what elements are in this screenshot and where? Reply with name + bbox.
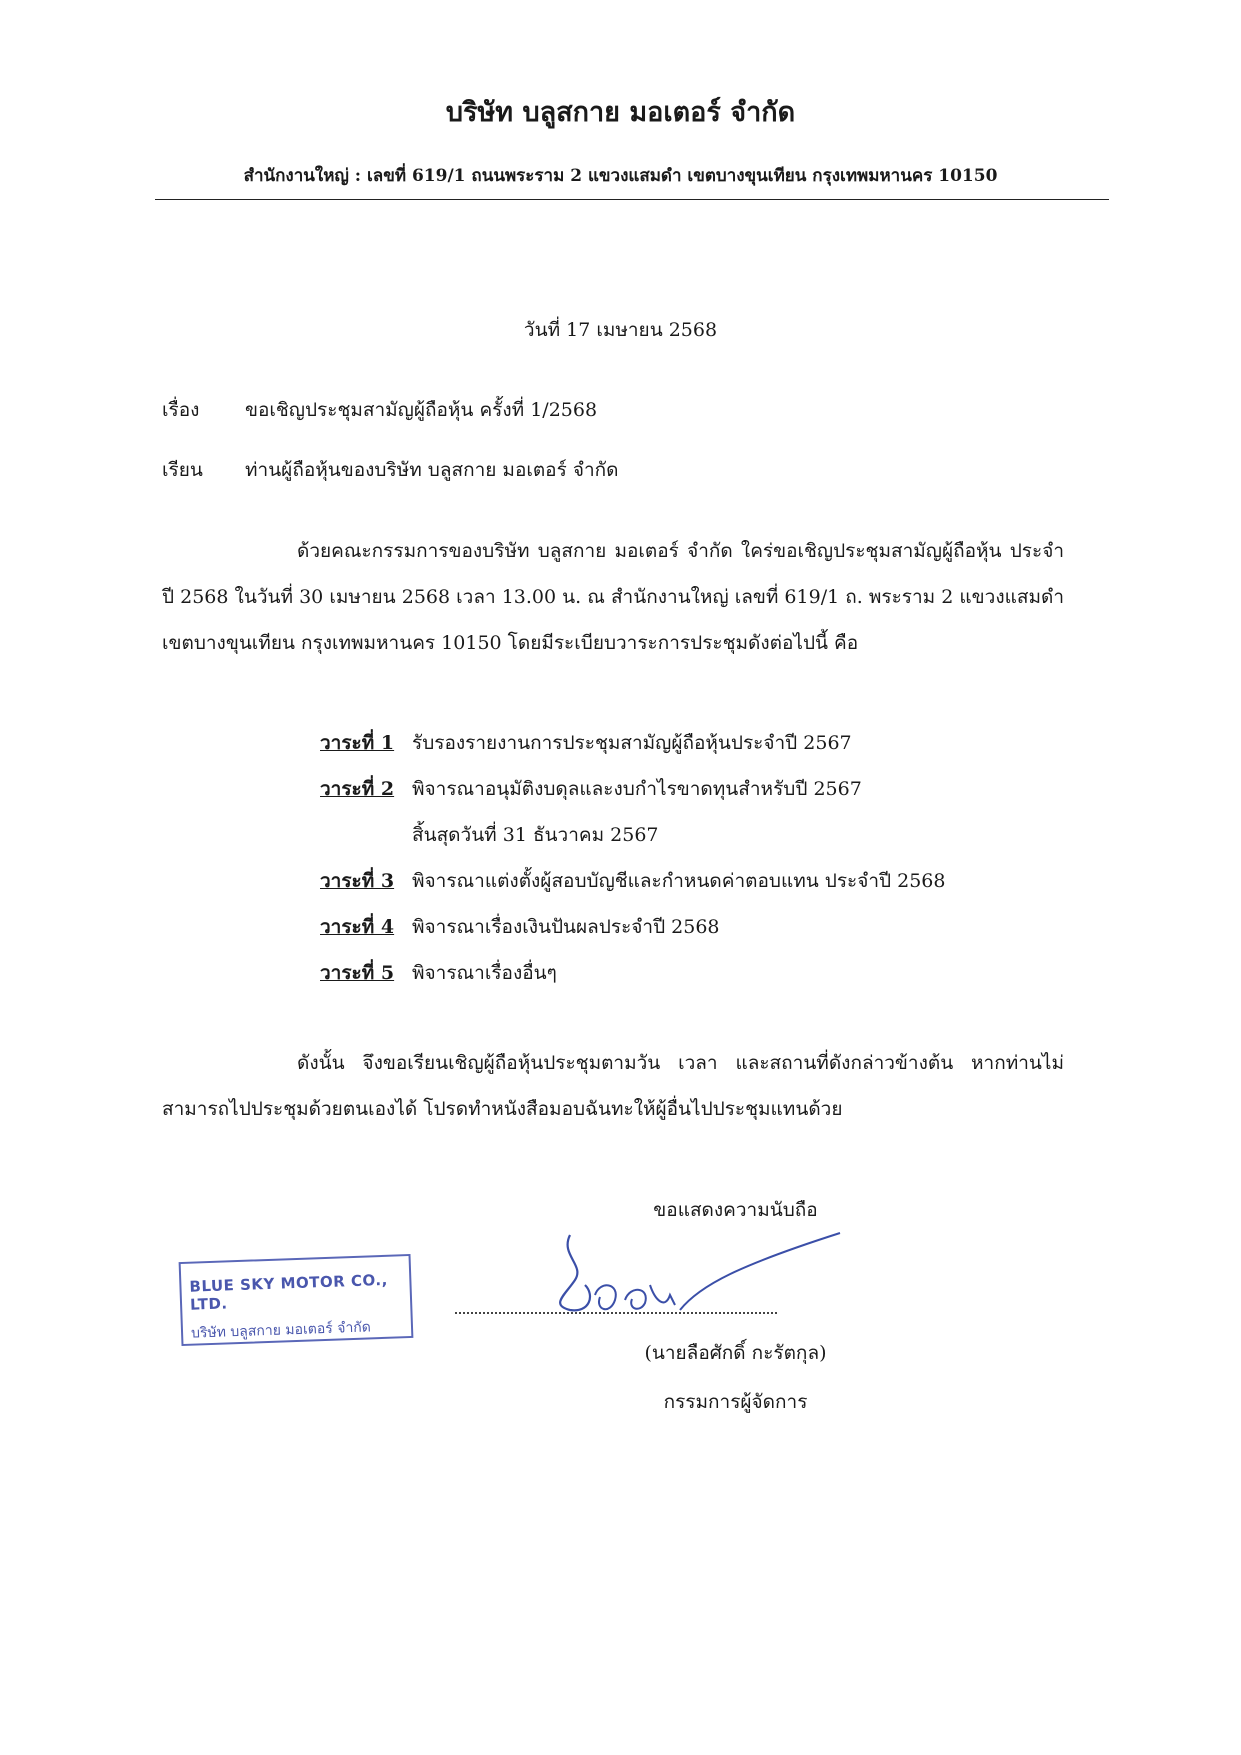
signer-name: (นายลือศักดิ์ กะรัตกุล) xyxy=(644,1342,827,1364)
recipient-label: เรียน xyxy=(162,459,203,481)
hq-address: สำนักงานใหญ่ : เลขที่ 619/1 ถนนพระราม 2 แขวงแสมดำ เขตบางขุนเทียน กรุงเทพมหานคร 10150 xyxy=(243,166,998,186)
header-divider xyxy=(155,199,1109,200)
agenda-text: พิจารณาอนุมัติงบดุลและงบกำไรขาดทุนสำหรับปี 2567 xyxy=(412,778,862,800)
agenda-continuation xyxy=(320,820,1080,866)
letter-date: วันที่ 17 เมษายน 2568 xyxy=(523,319,718,341)
agenda-label: วาระที่ 3 xyxy=(320,870,395,892)
agenda-item xyxy=(320,774,1080,820)
subject-label: เรื่อง xyxy=(162,399,200,421)
agenda-text: รับรองรายงานการประชุมสามัญผู้ถือหุ้นประจำปี 2567 xyxy=(412,732,852,754)
agenda-label: วาระที่ 4 xyxy=(320,916,395,938)
agenda-text: พิจารณาเรื่องอื่นๆ xyxy=(412,962,557,984)
closing-paragraph: ดังนั้น จึงขอเรียนเชิญผู้ถือหุ้นประชุมตามวัน เวลา และสถานที่ดังกล่าวข้างต้น หากท่านไม่สามารถไปประชุมด้วยตนเองได้ โปรดทำหนังสือมอบฉันทะให้ผู้อื่นไปประชุมแทนด้วย xyxy=(162,1052,1064,1120)
signature-line xyxy=(455,1312,777,1314)
company-name: บริษัท บลูสกาย มอเตอร์ จำกัด xyxy=(445,97,796,128)
stamp-english-text: BLUE SKY MOTOR CO., LTD. xyxy=(189,1270,389,1314)
agenda-text: พิจารณาเรื่องเงินปันผลประจำปี 2568 xyxy=(412,916,720,938)
agenda-text: พิจารณาแต่งตั้งผู้สอบบัญชีและกำหนดค่าตอบแทน ประจำปี 2568 xyxy=(412,870,946,892)
regards-line: ขอแสดงความนับถือ xyxy=(653,1199,818,1221)
recipient-text: ท่านผู้ถือหุ้นของบริษัท บลูสกาย มอเตอร์ จำกัด xyxy=(245,459,619,481)
handwritten-signature xyxy=(540,1225,860,1325)
agenda-list xyxy=(320,728,1080,1004)
agenda-item xyxy=(320,866,1080,912)
agenda-item xyxy=(320,912,1080,958)
agenda-text-continued: สิ้นสุดวันที่ 31 ธันวาคม 2567 xyxy=(412,824,659,846)
agenda-label: วาระที่ 1 xyxy=(320,732,395,754)
signer-title: กรรมการผู้จัดการ xyxy=(663,1391,808,1413)
stamp-thai-text: บริษัท บลูสกาย มอเตอร์ จำกัด xyxy=(190,1319,372,1342)
agenda-item xyxy=(320,728,1080,774)
company-stamp xyxy=(179,1254,414,1346)
agenda-item xyxy=(320,958,1080,1004)
agenda-label: วาระที่ 5 xyxy=(320,962,395,984)
intro-paragraph: ด้วยคณะกรรมการของบริษัท บลูสกาย มอเตอร์ จำกัด ใคร่ขอเชิญประชุมสามัญผู้ถือหุ้น ประจำปี 2568 ในวันที่ 30 เมษายน 2568 เวลา 13.00 น. ณ สำนักงานใหญ่ เลขที่ 619/1 ถ. พระราม 2 แขวงแสมดำ เขตบางขุนเทียน กรุงเทพมหานคร 10150 โดยมีระเบียบวาระการประชุมดังต่อไปนี้ คือ xyxy=(162,540,1064,654)
agenda-label: วาระที่ 2 xyxy=(320,778,395,800)
subject-text: ขอเชิญประชุมสามัญผู้ถือหุ้น ครั้งที่ 1/2568 xyxy=(245,399,598,421)
